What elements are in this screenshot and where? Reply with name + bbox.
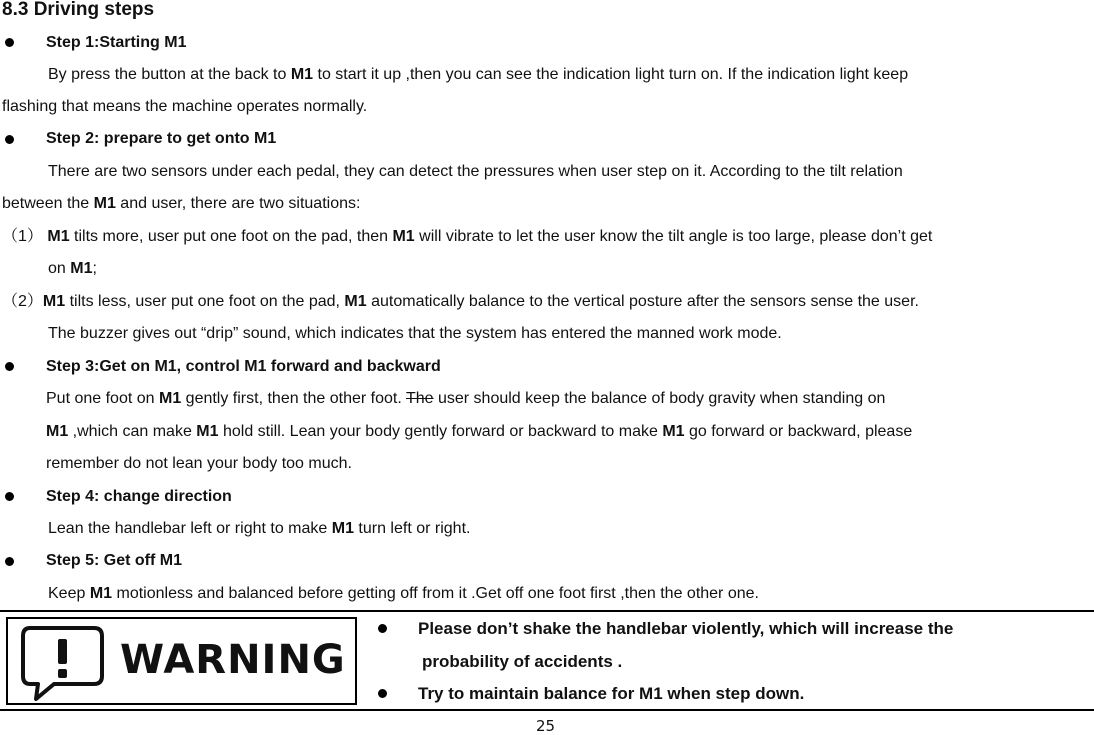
step-5-line-1: Keep M1 motionless and balanced before getting off from it .Get off one foot first ,then the other one. [48, 585, 759, 602]
model-name: M1 [47, 228, 70, 245]
page-number: 25 [536, 717, 556, 735]
bullet-icon [5, 557, 14, 566]
model-name: M1 [158, 390, 182, 407]
bullet-icon [5, 135, 14, 144]
model-name: M1 [46, 423, 69, 440]
bullet-icon [5, 362, 14, 371]
bullet-icon [378, 689, 387, 698]
model-name: M1 [290, 66, 314, 83]
step-1-heading: Step 1:Starting M1 [46, 34, 187, 51]
model-name: M1 [42, 293, 66, 310]
struck-text: The [405, 390, 434, 407]
step-3-line-1: Put one foot on M1 gently first, then the other foot. The user should keep the balance of body gravity when standing on [46, 390, 886, 407]
step-4-heading: Step 4: change direction [46, 488, 232, 505]
warning-label: WARNING [120, 637, 346, 683]
model-name: M1 [196, 423, 219, 440]
step-2-line-2: between the M1 and user, there are two situations: [2, 195, 361, 212]
model-name: M1 [93, 195, 116, 212]
top-divider [0, 610, 1094, 612]
step-2-heading: Step 2: prepare to get onto M1 [46, 130, 277, 147]
step-3-line-2: M1 ,which can make M1 hold still. Lean your body gently forward or backward to make M1 go forward or backward, please [46, 423, 913, 440]
model-name: M1 [89, 585, 113, 602]
step-3-line-3: remember do not lean your body too much. [46, 455, 352, 472]
warning-box [6, 617, 357, 705]
step-4-line-1: Lean the handlebar left or right to make M1 turn left or right. [48, 520, 471, 537]
warning-item-1-cont: probability of accidents . [422, 652, 623, 671]
model-name: M1 [392, 228, 415, 245]
step-1-line-1: By press the button at the back to M1 to start it up ,then you can see the indication light turn on. If the indication light keep [48, 66, 909, 83]
section-title: 8.3 Driving steps [2, 0, 155, 20]
speech-bubble-exclamation-icon [20, 625, 106, 703]
model-name: M1 [70, 260, 93, 277]
warning-item-1: Please don’t shake the handlebar violently, which will increase the [418, 619, 954, 638]
step-2-line-1: There are two sensors under each pedal, they can detect the pressures when user step on it. According to the tilt relation [48, 163, 903, 180]
model-name: M1 [344, 293, 367, 310]
bullet-icon [5, 38, 14, 47]
step-1-line-2: flashing that means the machine operates normally. [2, 98, 368, 115]
step-2-line-5: （2）M1 tilts less, user put one foot on the pad, M1 automatically balance to the vertical posture after the sensors sense the user. [2, 293, 919, 310]
bullet-icon [378, 624, 387, 633]
step-2-line-3: （1） M1 tilts more, user put one foot on the pad, then M1 will vibrate to let the user know the tilt angle is too large, please don’t get [2, 228, 933, 245]
model-name: M1 [331, 520, 354, 537]
step-2-line-6: The buzzer gives out “drip” sound, which indicates that the system has entered the manned work mode. [48, 325, 782, 342]
bottom-divider [0, 709, 1094, 711]
step-5-heading: Step 5: Get off M1 [46, 552, 183, 569]
step-3-heading: Step 3:Get on M1, control M1 forward and backward [46, 358, 441, 375]
step-2-line-4: on M1; [48, 260, 97, 277]
model-name: M1 [662, 423, 685, 440]
bullet-icon [5, 492, 14, 501]
warning-item-2: Try to maintain balance for M1 when step down. [418, 684, 805, 703]
